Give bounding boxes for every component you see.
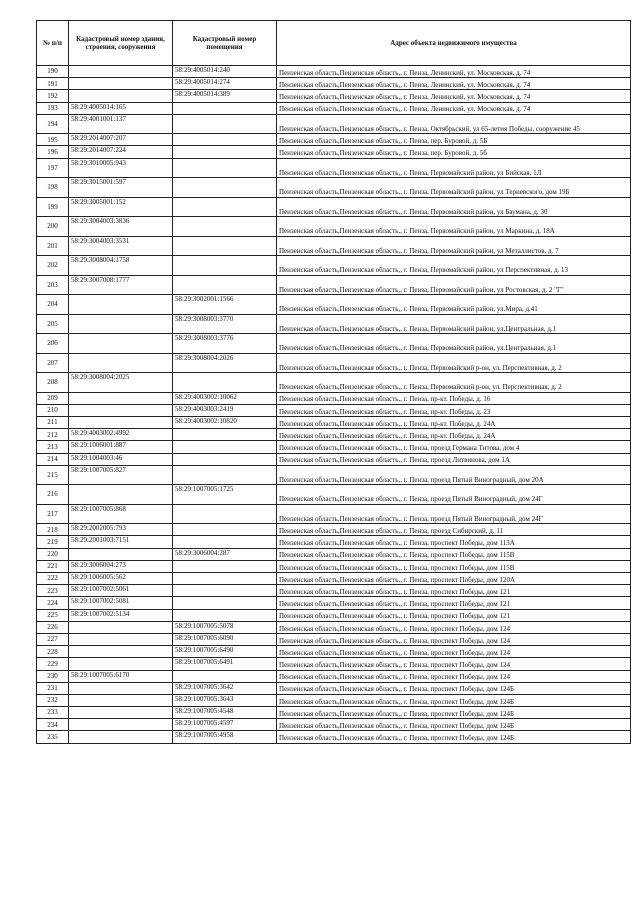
building-cadastral-cell: 58:29:2014007:224 bbox=[69, 146, 173, 158]
address-cell: Пензенская область,Пензенская область,, г. Пенза, Первомайский р-он, ул. Перспективная, д. 2 bbox=[277, 353, 631, 373]
room-cadastral-cell bbox=[173, 146, 277, 158]
address-cell: Пензенская область,Пензенская область,, г. Пенза, проспект Победы, дом 121 bbox=[277, 609, 631, 621]
room-cadastral-cell bbox=[173, 429, 277, 441]
table-row bbox=[37, 114, 631, 134]
row-number-cell: 206 bbox=[37, 334, 69, 354]
row-number-cell: 207 bbox=[37, 353, 69, 373]
room-cadastral-cell: 58:29:3002001:1566 bbox=[173, 295, 277, 315]
building-cadastral-cell: 58:29:4005014:165 bbox=[69, 102, 173, 114]
room-cadastral-cell bbox=[173, 504, 277, 524]
address-cell: Пензенская область,Пензенская область,, г. Пенза, Первомайский район, ул.Мира, д.41 bbox=[277, 295, 631, 315]
table-row bbox=[37, 465, 631, 485]
room-cadastral-cell: 58:29:3008003:3776 bbox=[173, 334, 277, 354]
table-row bbox=[37, 178, 631, 198]
row-number-cell: 201 bbox=[37, 236, 69, 256]
address-cell: Пензенская область,Пензенская область,, г. Пенза, Октябрьский, ул 65-летия Победы, сооружение 45 bbox=[277, 114, 631, 134]
building-cadastral-cell: 58:29:1006001:887 bbox=[69, 441, 173, 453]
address-cell: Пензенская область,Пензенская область,, г. Пенза, проезд Пятый Виноградный, дом 20А bbox=[277, 465, 631, 485]
address-cell: Пензенская область,Пензенская область,, г. Пенза, проспект Победы, дом 124 bbox=[277, 621, 631, 633]
row-number-cell: 204 bbox=[37, 295, 69, 315]
building-cadastral-cell bbox=[69, 621, 173, 633]
row-number-cell: 217 bbox=[37, 504, 69, 524]
row-number-cell: 229 bbox=[37, 658, 69, 670]
room-cadastral-cell bbox=[173, 597, 277, 609]
table-row bbox=[37, 633, 631, 645]
building-cadastral-cell bbox=[69, 485, 173, 505]
address-cell: Пензенская область,Пензенская область,, г. Пенза, пр-кт. Победы, д. 16 bbox=[277, 392, 631, 404]
building-cadastral-cell: 58:29:3004003:3531 bbox=[69, 236, 173, 256]
address-cell: Пензенская область,Пензенская область,, г. Пенза, Ленинский, ул. Московская, д. 74 bbox=[277, 66, 631, 78]
building-cadastral-cell bbox=[69, 719, 173, 731]
building-cadastral-cell: 58:29:1004003:46 bbox=[69, 453, 173, 465]
row-number-cell: 233 bbox=[37, 707, 69, 719]
room-cadastral-cell bbox=[173, 178, 277, 198]
row-number-cell: 202 bbox=[37, 256, 69, 276]
header-address: Адрес объекта недвижимого имущества bbox=[277, 21, 631, 66]
building-cadastral-cell: 58:29:1007002:5081 bbox=[69, 597, 173, 609]
table-row bbox=[37, 314, 631, 334]
table-row bbox=[37, 646, 631, 658]
table-row bbox=[37, 453, 631, 465]
building-cadastral-cell bbox=[69, 694, 173, 706]
row-number-cell: 213 bbox=[37, 441, 69, 453]
row-number-cell: 211 bbox=[37, 417, 69, 429]
table-row bbox=[37, 417, 631, 429]
address-cell: Пензенская область,Пензенская область,, г. Пенза, Первомайский район, ул.Центральная, д.1 bbox=[277, 314, 631, 334]
address-cell: Пензенская область,Пензенская область,, г. Пенза, проспект Победы, дом 124 bbox=[277, 646, 631, 658]
address-cell: Пензенская область,Пензенская область,, г. Пенза, проспект Победы, дом 124Б bbox=[277, 719, 631, 731]
table-row bbox=[37, 256, 631, 276]
room-cadastral-cell bbox=[173, 102, 277, 114]
room-cadastral-cell: 58:29:1007005:1725 bbox=[173, 485, 277, 505]
address-cell: Пензенская область,Пензенская область,, г. Пенза, проспект Победы, дом 115В bbox=[277, 548, 631, 560]
address-cell: Пензенская область,Пензенская область,, г. Пенза, Ленинский, ул. Московская, д. 74 bbox=[277, 102, 631, 114]
building-cadastral-cell: 58:29:1007005:868 bbox=[69, 504, 173, 524]
building-cadastral-cell bbox=[69, 731, 173, 743]
building-cadastral-cell bbox=[69, 295, 173, 315]
building-cadastral-cell: 58:29:3015001:597 bbox=[69, 178, 173, 198]
address-cell: Пензенская область,Пензенская область,, г. Пенза, проезд Пятый Виноградный, дом 24Г bbox=[277, 485, 631, 505]
table-row bbox=[37, 236, 631, 256]
address-cell: Пензенская область,Пензенская область,, г. Пенза, проспект Победы, дом 124Б bbox=[277, 707, 631, 719]
address-cell: Пензенская область,Пензенская область,, г. Пенза, пр-кт. Победы, д. 24А bbox=[277, 417, 631, 429]
row-number-cell: 191 bbox=[37, 78, 69, 90]
table-row bbox=[37, 158, 631, 178]
room-cadastral-cell: 58:29:4003002:10062 bbox=[173, 392, 277, 404]
building-cadastral-cell: 58:29:1007005:6170 bbox=[69, 670, 173, 682]
row-number-cell: 216 bbox=[37, 485, 69, 505]
building-cadastral-cell bbox=[69, 90, 173, 102]
building-cadastral-cell: 58:29:3007008:1777 bbox=[69, 275, 173, 295]
building-cadastral-cell: 58:29:3004003:3836 bbox=[69, 217, 173, 237]
address-cell: Пензенская область,Пензенская область,, г. Пенза, Первомайский район, ул Металлистов, д. 7 bbox=[277, 236, 631, 256]
table-row bbox=[37, 429, 631, 441]
table-row bbox=[37, 694, 631, 706]
table-row bbox=[37, 134, 631, 146]
row-number-cell: 195 bbox=[37, 134, 69, 146]
header-row-number: № п/п bbox=[37, 21, 69, 66]
address-cell: Пензенская область,Пензенская область,, г. Пенза, проспект Победы, дом 124 bbox=[277, 658, 631, 670]
room-cadastral-cell bbox=[173, 158, 277, 178]
address-cell: Пензенская область,Пензенская область,, г. Пенза, проспект Победы, дом 124 bbox=[277, 670, 631, 682]
building-cadastral-cell bbox=[69, 417, 173, 429]
room-cadastral-cell bbox=[173, 609, 277, 621]
row-number-cell: 235 bbox=[37, 731, 69, 743]
address-cell: Пензенская область,Пензенская область,, г. Пенза, Первомайский район, ул.Центральная, д.1 bbox=[277, 334, 631, 354]
building-cadastral-cell: 58:29:3006004:273 bbox=[69, 560, 173, 572]
header-building-cadastral: Кадастровый номер здания, строения, сооружения bbox=[69, 21, 173, 66]
table-row bbox=[37, 197, 631, 217]
room-cadastral-cell: 58:29:4005014:389 bbox=[173, 90, 277, 102]
address-cell: Пензенская область,Пензенская область,, г. Пенза, проспект Победы, дом 121 bbox=[277, 585, 631, 597]
row-number-cell: 218 bbox=[37, 524, 69, 536]
address-cell: Пензенская область,Пензенская область,, г. Пенза, проспект Победы, дом 115В bbox=[277, 560, 631, 572]
address-cell: Пензенская область,Пензенская область,, г. Пенза, пр-кт. Победы, д. 23 bbox=[277, 404, 631, 416]
row-number-cell: 223 bbox=[37, 585, 69, 597]
building-cadastral-cell bbox=[69, 314, 173, 334]
row-number-cell: 203 bbox=[37, 275, 69, 295]
address-cell: Пензенская область,Пензенская область,, г. Пенза, Первомайский район, ул Териевского, дом 19Б bbox=[277, 178, 631, 198]
table-row bbox=[37, 707, 631, 719]
address-cell: Пензенская область,Пензенская область,, г. Пенза, пер. Буровой, д. 5б bbox=[277, 146, 631, 158]
room-cadastral-cell: 58:29:1007005:3643 bbox=[173, 694, 277, 706]
row-number-cell: 205 bbox=[37, 314, 69, 334]
row-number-cell: 209 bbox=[37, 392, 69, 404]
address-cell: Пензенская область,Пензенская область,, г. Пенза, Первомайский р-он, ул. Перспективная, д. 2 bbox=[277, 373, 631, 393]
room-cadastral-cell bbox=[173, 560, 277, 572]
table-row bbox=[37, 146, 631, 158]
row-number-cell: 230 bbox=[37, 670, 69, 682]
room-cadastral-cell: 58:29:3008003:3770 bbox=[173, 314, 277, 334]
row-number-cell: 227 bbox=[37, 633, 69, 645]
address-cell: Пензенская область,Пензенская область,, г. Пенза, Ленинский, ул. Московская, д. 74 bbox=[277, 78, 631, 90]
row-number-cell: 194 bbox=[37, 114, 69, 134]
building-cadastral-cell: 58:29:4001001:137 bbox=[69, 114, 173, 134]
room-cadastral-cell: 58:29:1007005:6490 bbox=[173, 646, 277, 658]
room-cadastral-cell: 58:29:4005014:274 bbox=[173, 78, 277, 90]
room-cadastral-cell: 58:29:4003003:2419 bbox=[173, 404, 277, 416]
room-cadastral-cell bbox=[173, 197, 277, 217]
address-cell: Пензенская область,Пензенская область,, г. Пенза, проспект Победы, дом 124Б bbox=[277, 682, 631, 694]
table-row bbox=[37, 295, 631, 315]
building-cadastral-cell bbox=[69, 66, 173, 78]
address-cell: Пензенская область,Пензенская область,, г. Пенза, проезд Литвинова, дом 1А bbox=[277, 453, 631, 465]
row-number-cell: 221 bbox=[37, 560, 69, 572]
row-number-cell: 198 bbox=[37, 178, 69, 198]
address-cell: Пензенская область,Пензенская область,, г. Пенза, Первомайский район, ул Перспективная, д. 13 bbox=[277, 256, 631, 276]
row-number-cell: 193 bbox=[37, 102, 69, 114]
row-number-cell: 228 bbox=[37, 646, 69, 658]
room-cadastral-cell bbox=[173, 585, 277, 597]
address-cell: Пензенская область,Пензенская область,, г. Пенза, проспект Победы, дом 124Б bbox=[277, 731, 631, 743]
table-row bbox=[37, 719, 631, 731]
building-cadastral-cell: 58:29:1006005:562 bbox=[69, 573, 173, 585]
table-row bbox=[37, 275, 631, 295]
table-row bbox=[37, 217, 631, 237]
room-cadastral-cell bbox=[173, 465, 277, 485]
building-cadastral-cell bbox=[69, 404, 173, 416]
room-cadastral-cell bbox=[173, 134, 277, 146]
room-cadastral-cell bbox=[173, 441, 277, 453]
row-number-cell: 210 bbox=[37, 404, 69, 416]
table-row bbox=[37, 66, 631, 78]
address-cell: Пензенская область,Пензенская область,, г. Пенза, проспект Победы, дом 124 bbox=[277, 633, 631, 645]
building-cadastral-cell: 58:29:1007002:5061 bbox=[69, 585, 173, 597]
row-number-cell: 222 bbox=[37, 573, 69, 585]
building-cadastral-cell bbox=[69, 658, 173, 670]
table-row bbox=[37, 609, 631, 621]
table-row bbox=[37, 392, 631, 404]
address-cell: Пензенская область,Пензенская область,, г. Пенза, проспект Победы, дом 124Б bbox=[277, 694, 631, 706]
room-cadastral-cell: 58:29:1007005:6090 bbox=[173, 633, 277, 645]
room-cadastral-cell: 58:29:4003002:10820 bbox=[173, 417, 277, 429]
room-cadastral-cell: 58:29:1007005:3642 bbox=[173, 682, 277, 694]
document-page bbox=[36, 20, 630, 744]
row-number-cell: 192 bbox=[37, 90, 69, 102]
table-row bbox=[37, 548, 631, 560]
building-cadastral-cell: 58:29:1007005:827 bbox=[69, 465, 173, 485]
table-row bbox=[37, 731, 631, 743]
row-number-cell: 231 bbox=[37, 682, 69, 694]
address-cell: Пензенская область,Пензенская область,, г. Пенза, Первомайский район, ул Баумана, д. 30 bbox=[277, 197, 631, 217]
building-cadastral-cell: 58:29:3010005:943 bbox=[69, 158, 173, 178]
row-number-cell: 232 bbox=[37, 694, 69, 706]
address-cell: Пензенская область,Пензенская область,, г. Пенза, проспект Победы, дом 113А bbox=[277, 536, 631, 548]
row-number-cell: 208 bbox=[37, 373, 69, 393]
room-cadastral-cell bbox=[173, 275, 277, 295]
room-cadastral-cell: 58:29:3008004:2026 bbox=[173, 353, 277, 373]
table-row bbox=[37, 373, 631, 393]
room-cadastral-cell bbox=[173, 256, 277, 276]
building-cadastral-cell bbox=[69, 334, 173, 354]
address-cell: Пензенская область,Пензенская область,, г. Пенза, проспект Победы, дом 120А bbox=[277, 573, 631, 585]
row-number-cell: 226 bbox=[37, 621, 69, 633]
row-number-cell: 214 bbox=[37, 453, 69, 465]
table-row bbox=[37, 670, 631, 682]
row-number-cell: 199 bbox=[37, 197, 69, 217]
row-number-cell: 219 bbox=[37, 536, 69, 548]
table-row bbox=[37, 485, 631, 505]
row-number-cell: 212 bbox=[37, 429, 69, 441]
room-cadastral-cell: 58:29:1007005:6491 bbox=[173, 658, 277, 670]
building-cadastral-cell bbox=[69, 707, 173, 719]
table-row bbox=[37, 524, 631, 536]
table-row bbox=[37, 504, 631, 524]
room-cadastral-cell bbox=[173, 217, 277, 237]
building-cadastral-cell bbox=[69, 646, 173, 658]
table-row bbox=[37, 682, 631, 694]
table-row bbox=[37, 404, 631, 416]
address-cell: Пензенская область,Пензенская область,, г. Пенза, пр-кт. Победы, д. 24А bbox=[277, 429, 631, 441]
table-row bbox=[37, 90, 631, 102]
table-row bbox=[37, 441, 631, 453]
room-cadastral-cell bbox=[173, 536, 277, 548]
table-row bbox=[37, 560, 631, 572]
building-cadastral-cell bbox=[69, 682, 173, 694]
building-cadastral-cell bbox=[69, 633, 173, 645]
address-cell: Пензенская область,Пензенская область,, г. Пенза, проезд Германа Титова, дом 4 bbox=[277, 441, 631, 453]
address-cell: Пензенская область,Пензенская область,, г. Пенза, Первомайский район, ул Ростовская, д. 2 "Г" bbox=[277, 275, 631, 295]
row-number-cell: 196 bbox=[37, 146, 69, 158]
room-cadastral-cell: 58:29:1007005:4958 bbox=[173, 731, 277, 743]
room-cadastral-cell: 58:29:4005014:240 bbox=[173, 66, 277, 78]
row-number-cell: 234 bbox=[37, 719, 69, 731]
room-cadastral-cell: 58:29:3006004:287 bbox=[173, 548, 277, 560]
address-cell: Пензенская область,Пензенская область,, г. Пенза, Первомайский район, ул Маркина, д. 18А bbox=[277, 217, 631, 237]
table-row bbox=[37, 573, 631, 585]
building-cadastral-cell: 58:29:2014007:207 bbox=[69, 134, 173, 146]
building-cadastral-cell bbox=[69, 392, 173, 404]
header-room-cadastral: Кадастровый номер помещения bbox=[173, 21, 277, 66]
room-cadastral-cell bbox=[173, 373, 277, 393]
room-cadastral-cell: 58:29:1007005:5078 bbox=[173, 621, 277, 633]
table-row bbox=[37, 334, 631, 354]
building-cadastral-cell bbox=[69, 78, 173, 90]
building-cadastral-cell: 58:29:2002005:793 bbox=[69, 524, 173, 536]
row-number-cell: 197 bbox=[37, 158, 69, 178]
room-cadastral-cell bbox=[173, 670, 277, 682]
address-cell: Пензенская область,Пензенская область,, г. Пенза, Ленинский, ул. Московская, д. 74 bbox=[277, 90, 631, 102]
room-cadastral-cell bbox=[173, 453, 277, 465]
row-number-cell: 200 bbox=[37, 217, 69, 237]
building-cadastral-cell: 58:29:3008004:1758 bbox=[69, 256, 173, 276]
room-cadastral-cell bbox=[173, 573, 277, 585]
room-cadastral-cell bbox=[173, 114, 277, 134]
row-number-cell: 225 bbox=[37, 609, 69, 621]
address-cell: Пензенская область,Пензенская область,, г. Пенза, проезд Пятый Виноградный, дом 24Г bbox=[277, 504, 631, 524]
table-row bbox=[37, 621, 631, 633]
table-row bbox=[37, 536, 631, 548]
building-cadastral-cell: 58:29:3008004:2025 bbox=[69, 373, 173, 393]
room-cadastral-cell: 58:29:1007005:4548 bbox=[173, 707, 277, 719]
table-row bbox=[37, 102, 631, 114]
table-row bbox=[37, 353, 631, 373]
room-cadastral-cell: 58:29:1007005:4597 bbox=[173, 719, 277, 731]
address-cell: Пензенская область,Пензенская область,, г. Пенза, Первомайский район, ул Бийская, 1Л bbox=[277, 158, 631, 178]
building-cadastral-cell bbox=[69, 548, 173, 560]
row-number-cell: 220 bbox=[37, 548, 69, 560]
building-cadastral-cell bbox=[69, 353, 173, 373]
building-cadastral-cell: 58:29:2001003:7151 bbox=[69, 536, 173, 548]
building-cadastral-cell: 58:29:3005001:152 bbox=[69, 197, 173, 217]
building-cadastral-cell: 58:29:1007002:5134 bbox=[69, 609, 173, 621]
table-row bbox=[37, 585, 631, 597]
address-cell: Пензенская область,Пензенская область,, г. Пенза, проезд Сибирский, д. 11 bbox=[277, 524, 631, 536]
row-number-cell: 224 bbox=[37, 597, 69, 609]
table-row bbox=[37, 658, 631, 670]
table-row bbox=[37, 597, 631, 609]
address-cell: Пензенская область,Пензенская область,, г. Пенза, пер. Буровой, д. 5Б bbox=[277, 134, 631, 146]
table-body bbox=[37, 66, 631, 744]
address-cell: Пензенская область,Пензенская область,, г. Пенза, проспект Победы, дом 121 bbox=[277, 597, 631, 609]
room-cadastral-cell bbox=[173, 236, 277, 256]
property-table bbox=[36, 20, 631, 744]
row-number-cell: 215 bbox=[37, 465, 69, 485]
row-number-cell: 190 bbox=[37, 66, 69, 78]
table-header bbox=[37, 21, 631, 66]
table-row bbox=[37, 78, 631, 90]
building-cadastral-cell: 58:29:4003002:4992 bbox=[69, 429, 173, 441]
room-cadastral-cell bbox=[173, 524, 277, 536]
